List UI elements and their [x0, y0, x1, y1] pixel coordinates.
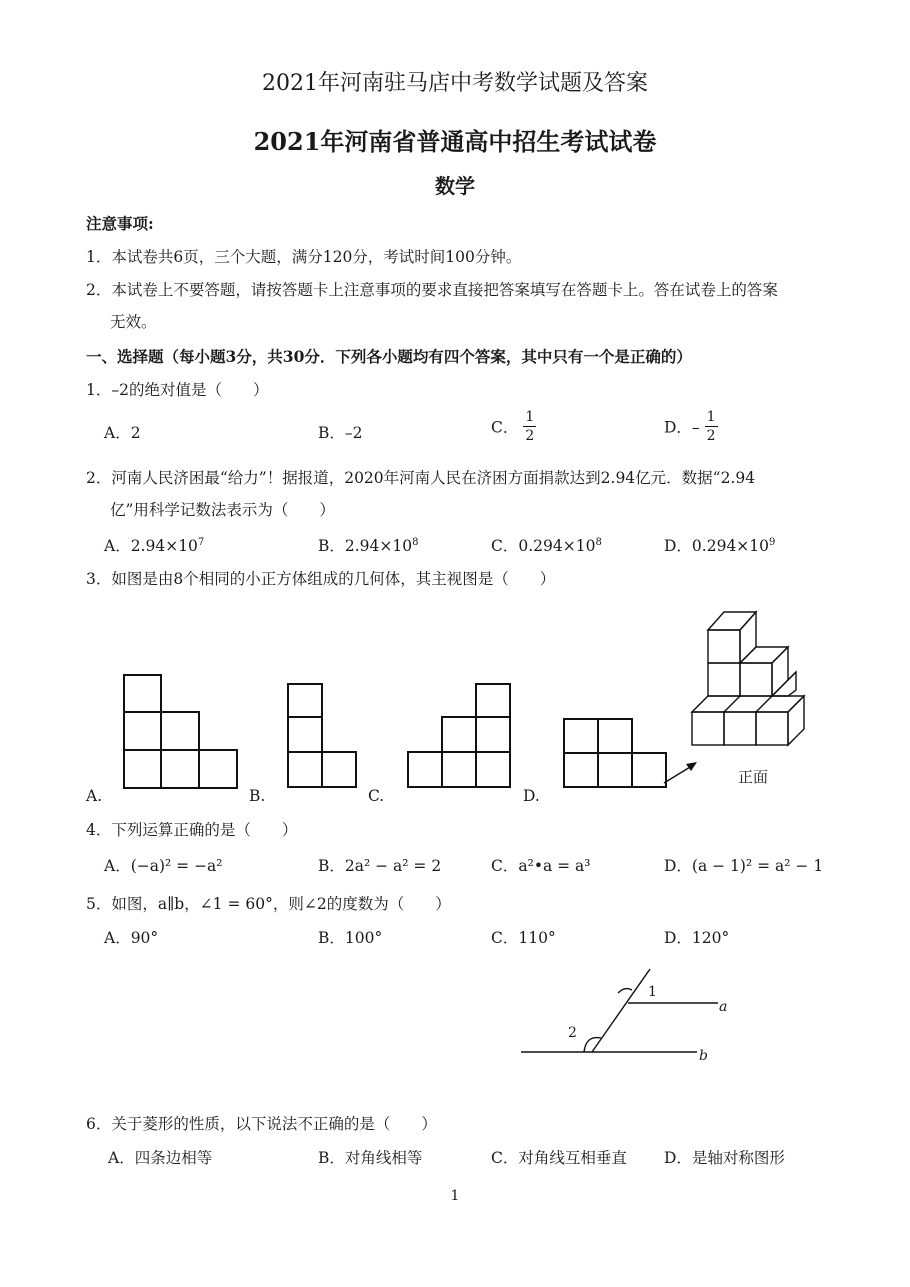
- q1-option-d: D．– $\frac{1}{2}$: [664, 409, 716, 444]
- notice-item-2-cont: 无效。: [110, 313, 157, 331]
- fraction: $\frac{1}{2}$: [706, 409, 716, 444]
- q3-stem: 3．如图是由8个相同的小正方体组成的几何体，其主视图是（ ）: [86, 570, 556, 588]
- angle-1-label: 1: [648, 984, 657, 1000]
- angle-1-arc: [618, 989, 632, 993]
- transversal-line: [592, 969, 650, 1052]
- q2-stem-line-2: 亿”用科学记数法表示为（ ）: [110, 501, 335, 519]
- q6-option-b: B．对角线相等: [318, 1149, 423, 1167]
- notice-heading: 注意事项:: [86, 214, 154, 233]
- q3-label-b: B.: [249, 787, 266, 805]
- q4-option-a: A．(−a)² = −a²: [104, 857, 223, 875]
- q6-stem: 6．关于菱形的性质，以下说法不正确的是（ ）: [86, 1115, 437, 1133]
- q3-figure-c: [408, 684, 510, 787]
- angle-2-arc: [584, 1038, 601, 1052]
- subject-title: 数学: [435, 174, 475, 198]
- q4-option-b: B．2a² − a² = 2: [318, 857, 442, 875]
- q5-option-b: B．100°: [318, 929, 383, 947]
- q1-stem: 1．–2的绝对值是（ ）: [86, 381, 269, 399]
- q5-figure: [521, 969, 718, 1052]
- q5-option-d: D．120°: [664, 929, 730, 947]
- notice-item-2: 2．本试卷上不要答题，请按答题卡上注意事项的要求直接把答案填写在答题卡上。答在试卷上的答案: [86, 281, 778, 299]
- q5-stem: 5．如图，a∥b，∠1 = 60°，则∠2的度数为（ ）: [86, 895, 451, 913]
- q3-figure-a: [124, 675, 237, 788]
- q1-option-b: B．–2: [318, 424, 363, 442]
- q3-figure-d: [564, 719, 666, 787]
- exam-title: 2021年河南省普通高中招生考试试卷: [253, 127, 657, 156]
- line-b-label: b: [699, 1048, 708, 1064]
- q2-option-c: C．$0.294\times 10^8$: [491, 536, 602, 555]
- q5-option-a: A．90°: [104, 929, 159, 947]
- q2-stem-line-1: 2．河南人民济困最“给力”！据报道，2020年河南人民在济困方面捐款达到2.94亿元．数据“2.94: [86, 469, 756, 487]
- document-title: 2021年河南驻马店中考数学试题及答案: [262, 71, 648, 96]
- line-a-label: a: [719, 999, 728, 1015]
- q3-label-d: D.: [523, 787, 540, 805]
- q4-option-d: D．(a − 1)² = a² − 1: [664, 857, 824, 875]
- q6-option-c: C．对角线互相垂直: [491, 1149, 627, 1167]
- q6-option-a: A．四条边相等: [108, 1149, 213, 1167]
- q3-figure-b: [288, 684, 356, 787]
- q4-option-c: C．a²•a = a³: [491, 857, 591, 875]
- q2-option-a: A．$2.94\times 10^7$: [104, 536, 205, 555]
- q1-option-a: A．2: [104, 424, 141, 442]
- q2-option-d: D．$0.294\times 10^9$: [664, 536, 776, 555]
- front-view-label: 正面: [738, 768, 769, 786]
- notice-item-1: 1．本试卷共6页，三个大题，满分120分，考试时间100分钟。: [86, 248, 522, 266]
- q2-option-b: B．$2.94\times 10^8$: [318, 536, 419, 555]
- q6-option-d: D．是轴对称图形: [664, 1149, 785, 1167]
- q3-label-a: A.: [86, 787, 103, 805]
- q3-solid-figure: [664, 612, 804, 783]
- q3-label-c: C.: [368, 787, 385, 805]
- q5-option-c: C．110°: [491, 929, 556, 947]
- q1-option-c: C． $\frac{1}{2}$: [491, 409, 535, 444]
- section-1-heading: 一、选择题（每小题3分，共30分．下列各小题均有四个答案，其中只有一个是正确的）: [86, 347, 692, 366]
- page-number: 1: [450, 1188, 460, 1204]
- fraction: $\frac{1}{2}$: [525, 409, 535, 444]
- angle-2-label: 2: [568, 1025, 577, 1041]
- q4-stem: 4．下列运算正确的是（ ）: [86, 821, 298, 839]
